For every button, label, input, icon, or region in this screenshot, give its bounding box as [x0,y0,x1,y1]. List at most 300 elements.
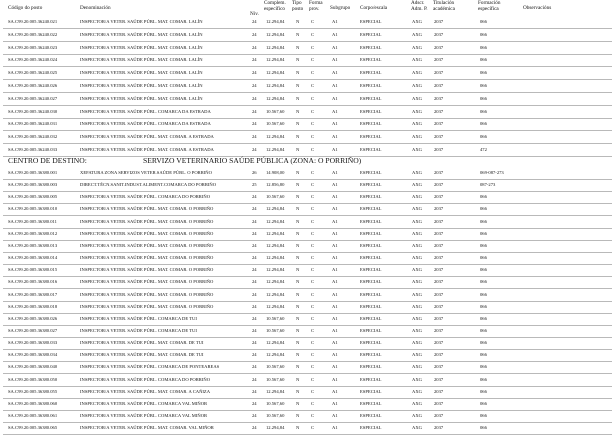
cell-adscricion: AXG [412,376,422,382]
cell-forma: C [311,194,315,200]
cell-titulacion: 2037 [434,364,444,370]
table-row [0,292,615,298]
cell-denominacion: INSPECTOR/A VETER. SAÚDE PÚBL. COMARCA DE TUI [80,315,197,321]
cell-corpo: ESPECIAL [360,44,382,50]
cell-forma: C [311,425,315,431]
cell-complemento: 12.294,84 [266,19,285,24]
cell-subgrupo: A1 [332,19,338,24]
cell-codigo: SA.C99.20.005.36240.026 [8,83,58,88]
cell-titulacion: 2037 [434,400,444,406]
cell-subgrupo: A1 [332,303,338,309]
cell-denominacion: INSPECTOR/A VETER. SAÚDE PÚBL. MAT. COMAR. LALÍN [80,95,203,101]
cell-denominacion: INSPECTOR/A VETER. SAÚDE PÚBL. COMARCA DA ESTRADA [80,121,211,127]
cell-subgrupo: A1 [332,206,338,212]
cell-complemento: 10.567,60 [266,121,285,127]
row-divider [3,276,612,277]
cell-forma: C [311,19,315,24]
centro-label: CENTRO DE DESTINO: [8,156,87,165]
cell-complemento: 12.294,84 [266,279,285,285]
cell-complemento: 12.294,84 [266,267,285,273]
cell-codigo: SA.C99.20.005.36380.040 [8,364,58,370]
cell-forma: C [311,31,315,37]
cell-tipo: N [296,121,300,127]
cell-corpo: ESPECIAL [360,327,382,333]
cell-formacion: 087-273 [480,182,496,188]
row-divider [3,240,612,241]
row-divider [3,301,612,302]
table-row [0,83,615,89]
cell-subgrupo: A1 [332,95,338,101]
cell-nivel: 24 [252,134,257,140]
cell-codigo: SA.C99.20.005.36240.023 [8,44,58,50]
cell-formacion: 066 [480,364,487,370]
cell-titulacion: 2037 [434,388,444,394]
cell-nivel: 24 [252,376,257,382]
cell-adscricion: AXG [412,134,422,140]
cell-complemento: 12.294,84 [266,44,285,50]
cell-tipo: N [296,291,300,297]
cell-subgrupo: A1 [332,170,338,175]
cell-titulacion: 2037 [434,218,444,224]
cell-codigo: SA.C99.20.005.36380.005 [8,194,58,200]
cell-codigo: SA.C99.20.005.36380.011 [8,218,57,224]
cell-tipo: N [296,108,300,114]
cell-corpo: ESPECIAL [360,230,382,236]
cell-complemento: 12.856,80 [266,182,285,188]
cell-nivel: 24 [252,95,257,101]
table-row [0,182,615,188]
cell-tipo: N [296,19,300,24]
cell-complemento: 12.294,84 [266,303,285,309]
cell-denominacion: INSPECTOR/A VETER. SAÚDE PÚBL. COMARCA VAL MIÑOR [80,413,208,418]
table-row [0,134,615,140]
cell-tipo: N [296,255,300,261]
cell-codigo: SA.C99.20.005.36240.030 [8,108,58,114]
cell-corpo: ESPECIAL [360,352,382,358]
cell-nivel: 24 [252,388,257,394]
cell-formacion: 066 [480,194,487,200]
cell-denominacion: XEFATURA ZONA SERVIZOS VETER.SAÚDE PÚBL. O PORRIÑO [80,170,212,175]
cell-adscricion: AXG [412,218,422,224]
cell-subgrupo: A1 [332,255,338,261]
cell-tipo: N [296,44,300,50]
cell-formacion: 066 [480,70,487,76]
cell-forma: C [311,327,315,333]
table-row [0,32,615,38]
cell-formacion: 066 [480,218,487,224]
cell-nivel: 24 [252,340,257,346]
cell-tipo: N [296,134,300,140]
cell-denominacion: INSPECTOR/A VETER. SAÚDE PÚBL. MAT. COMAR. O PORRIÑO [80,303,214,309]
cell-forma: C [311,352,315,358]
row-divider [3,28,612,29]
cell-forma: C [311,303,315,309]
cell-subgrupo: A1 [332,194,338,200]
cell-corpo: ESPECIAL [360,108,382,114]
cell-forma: C [311,364,315,370]
cell-forma: C [311,242,315,248]
cell-corpo: ESPECIAL [360,206,382,212]
table-row [0,413,615,419]
cell-corpo: ESPECIAL [360,83,382,88]
cell-formacion: 066 [480,95,487,101]
cell-codigo: SA.C99.20.005.36240.025 [8,70,58,76]
cell-codigo: SA.C99.20.005.36380.014 [8,255,58,261]
cell-complemento: 10.567,60 [266,400,285,406]
cell-complemento: 12.294,84 [266,95,285,101]
cell-adscricion: AXG [412,340,422,346]
table-row [0,328,615,334]
cell-formacion: 066 [480,267,487,273]
cell-adscricion: AXG [412,303,422,309]
cell-nivel: 24 [252,279,257,285]
cell-subgrupo: A1 [332,364,338,370]
cell-codigo: SA.C99.20.005.36380.034 [8,352,58,358]
cell-subgrupo: A1 [332,70,338,76]
col-header-titulacion [433,0,455,12]
row-divider [3,373,612,374]
cell-formacion: 066 [480,230,487,236]
cell-denominacion: INSPECTOR/A VETER. SAÚDE PÚBL. MAT. COMAR. O PORRIÑO [80,291,214,297]
cell-nivel: 24 [252,57,257,63]
cell-adscricion: AXG [412,70,422,76]
cell-subgrupo: A1 [332,182,338,188]
cell-nivel: 24 [252,352,257,358]
cell-denominacion: INSPECTOR/A VETER. SAÚDE PÚBL. MAT. COMAR. LALÍN [80,31,203,37]
cell-denominacion: INSPECTOR/A VETER. SAÚDE PÚBL. MAT. COMAR. O PORRIÑO [80,255,214,261]
row-divider [3,54,612,55]
cell-adscricion: AXG [412,44,422,50]
row-divider [3,410,612,411]
cell-denominacion: INSPECTOR/A VETER. SAÚDE PÚBL. MAT. COMAR. LALÍN [80,70,203,76]
table-row [0,316,615,322]
table-row [0,352,615,358]
cell-denominacion: INSPECTOR/A VETER. SAÚDE PÚBL. MAT. COMAR. LALÍN [80,83,203,88]
cell-codigo: SA.C99.20.005.36380.001 [8,170,58,175]
cell-subgrupo: A1 [332,327,338,333]
cell-subgrupo: A1 [332,425,338,431]
row-divider [3,325,612,326]
cell-formacion: 066 [480,31,487,37]
row-divider [3,422,612,423]
cell-formacion: 066 [480,291,487,297]
row-divider [3,228,612,229]
cell-forma: C [311,206,315,212]
cell-tipo: N [296,279,300,285]
cell-adscricion: AXG [412,413,422,418]
cell-corpo: ESPECIAL [360,70,382,76]
cell-subgrupo: A1 [332,242,338,248]
cell-forma: C [311,279,315,285]
cell-nivel: 24 [252,44,257,50]
cell-nivel: 24 [252,242,257,248]
cell-denominacion: INSPECTOR/A VETER. SAÚDE PÚBL. COMARCA VAL MIÑOR [80,400,208,406]
cell-complemento: 12.294,84 [266,206,285,212]
cell-corpo: ESPECIAL [360,376,382,382]
row-divider [3,66,612,67]
cell-codigo: SA.C99.20.005.36380.061 [8,413,58,418]
cell-subgrupo: A1 [332,134,338,140]
cell-complemento: 12.294,84 [266,134,285,140]
cell-nivel: 24 [252,121,257,127]
cell-titulacion: 2037 [434,327,444,333]
cell-subgrupo: A1 [332,57,338,63]
cell-adscricion: AXG [412,108,422,114]
cell-nivel: 24 [252,206,257,212]
cell-forma: C [311,315,315,321]
cell-corpo: ESPECIAL [360,364,382,370]
cell-complemento: 12.294,84 [266,291,285,297]
cell-codigo: SA.C99.20.005.36240.032 [8,134,58,140]
cell-titulacion: 2037 [434,57,444,63]
table-row [0,304,615,310]
cell-formacion: 066 [480,315,487,321]
cell-titulacion: 2037 [434,44,444,50]
cell-complemento: 12.294,84 [266,83,285,88]
cell-adscricion: AXG [412,400,422,406]
cell-titulacion: 2037 [434,147,444,152]
cell-codigo: SA.C99.20.005.36380.033 [8,340,58,346]
cell-forma: C [311,376,315,382]
cell-codigo: SA.C99.20.005.36380.065 [8,425,58,431]
cell-denominacion: INSPECTOR/A VETER. SAÚDE PÚBL. COMARCA DE TUI [80,327,197,333]
row-divider [3,130,612,131]
cell-tipo: N [296,364,300,370]
cell-codigo: SA.C99.20.005.36240.033 [8,147,58,152]
cell-adscricion: AXG [412,242,422,248]
cell-denominacion: INSPECTOR/A VETER. SAÚDE PÚBL. MAT. COMAR. O PORRIÑO [80,279,214,285]
cell-subgrupo: A1 [332,352,338,358]
cell-formacion: 066 [480,255,487,261]
table-row [0,279,615,285]
cell-codigo: SA.C99.20.005.36240.021 [8,19,58,24]
cell-tipo: N [296,413,300,418]
cell-codigo: SA.C99.20.005.36240.022 [8,31,58,37]
row-divider [3,434,612,435]
cell-titulacion: 2037 [434,413,444,418]
cell-subgrupo: A1 [332,340,338,346]
cell-corpo: ESPECIAL [360,242,382,248]
cell-formacion: 066 [480,44,487,50]
cell-titulacion: 2037 [434,352,444,358]
cell-tipo: N [296,315,300,321]
cell-formacion: 069-087-273 [480,170,504,175]
cell-nivel: 24 [252,31,257,37]
cell-denominacion: INSPECTOR/A VETER. SAÚDE PÚBL. COMARCA DO PORRIÑO [80,194,211,200]
cell-nivel: 24 [252,364,257,370]
cell-forma: C [311,70,315,76]
cell-subgrupo: A1 [332,31,338,37]
row-divider [3,252,612,253]
table-row [0,57,615,63]
cell-corpo: ESPECIAL [360,388,382,394]
cell-subgrupo: A1 [332,315,338,321]
cell-forma: C [311,255,315,261]
cell-formacion: 066 [480,400,487,406]
col-header-forma-l1: Forma [309,0,323,6]
cell-denominacion: INSPECTOR/A VETER. SAÚDE PÚBL. MAT. COMAR. LALÍN [80,19,203,24]
cell-codigo: SA.C99.20.005.36380.026 [8,315,58,321]
col-header-tipo-l1: Tipo [292,0,302,6]
cell-tipo: N [296,194,300,200]
row-divider [3,41,612,42]
col-header-titulacion-l2: académica [433,6,455,12]
cell-adscricion: AXG [412,206,422,212]
cell-nivel: 24 [252,327,257,333]
table-row [0,45,615,51]
col-header-formacion-l1: Formación [478,0,501,6]
cell-titulacion: 2037 [434,70,444,76]
cell-codigo: SA.C99.20.005.36380.003 [8,182,58,188]
cell-subgrupo: A1 [332,147,338,152]
cell-forma: C [311,108,315,114]
cell-corpo: ESPECIAL [360,218,382,224]
cell-complemento: 10.567,60 [266,413,285,418]
cell-adscricion: AXG [412,147,422,152]
cell-formacion: 066 [480,57,487,63]
cell-complemento: 14.908,00 [266,170,285,175]
cell-tipo: N [296,147,300,152]
row-divider [3,288,612,289]
cell-titulacion: 2037 [434,340,444,346]
cell-corpo: ESPECIAL [360,57,382,63]
cell-codigo: SA.C99.20.005.36380.055 [8,388,58,394]
cell-corpo: ESPECIAL [360,170,382,175]
cell-tipo: N [296,388,300,394]
cell-forma: C [311,267,315,273]
cell-forma: C [311,147,315,152]
centro-name: SERVIZO VETERINARIO SAÚDE PÚBLICA (ZONA: O PORRIÑO) [143,156,362,165]
cell-complemento: 10.567,60 [266,194,285,200]
cell-denominacion: INSPECTOR/A VETER. SAÚDE PÚBL. COMARCA DO PORRIÑO [80,376,211,382]
cell-titulacion: 2037 [434,121,444,127]
cell-codigo: SA.C99.20.005.36380.060 [8,400,58,406]
col-header-adscricion-l1: Adscr. [411,0,425,6]
cell-denominacion: INSPECTOR/A VETER. SAÚDE PÚBL. MAT. COMAR. VAL MIÑOR [80,425,214,431]
cell-complemento: 12.294,84 [266,352,285,358]
row-divider [3,313,612,314]
cell-tipo: N [296,400,300,406]
cell-adscricion: AXG [412,31,422,37]
cell-corpo: ESPECIAL [360,134,382,140]
cell-formacion: 066 [480,340,487,346]
cell-formacion: 066 [480,134,487,140]
cell-titulacion: 2037 [434,19,444,24]
cell-adscricion: AXG [412,279,422,285]
cell-subgrupo: A1 [332,279,338,285]
row-divider [3,349,612,350]
cell-corpo: ESPECIAL [360,194,382,200]
cell-titulacion: 2037 [434,291,444,297]
cell-nivel: 24 [252,19,257,24]
col-header-corpo: Corpo/escala [360,5,388,11]
cell-formacion: 066 [480,303,487,309]
cell-titulacion: 2037 [434,242,444,248]
cell-corpo: ESPECIAL [360,413,382,418]
cell-corpo: ESPECIAL [360,147,382,152]
table-row [0,194,615,200]
row-divider [3,191,612,192]
cell-subgrupo: A1 [332,108,338,114]
table-row [0,425,615,431]
cell-nivel: 24 [252,147,257,152]
col-header-tipo [292,0,303,12]
cell-adscricion: AXG [412,364,422,370]
cell-subgrupo: A1 [332,44,338,50]
cell-denominacion: INSPECTOR/A VETER. SAÚDE PÚBL. MAT. COMAR. A CAÑIZA [80,388,211,394]
cell-forma: C [311,400,315,406]
cell-adscricion: AXG [412,57,422,63]
cell-codigo: SA.C99.20.005.36380.018 [8,303,58,309]
cell-nivel: 24 [252,413,257,418]
cell-adscricion: AXG [412,315,422,321]
row-divider [3,79,612,80]
cell-formacion: 066 [480,376,487,382]
cell-tipo: N [296,57,300,63]
cell-corpo: ESPECIAL [360,31,382,37]
cell-formacion: 066 [480,19,487,24]
cell-tipo: N [296,303,300,309]
row-divider [3,264,612,265]
cell-formacion: 066 [480,327,487,333]
cell-forma: C [311,230,315,236]
cell-nivel: 25 [252,182,257,188]
table-row [0,231,615,237]
cell-adscricion: AXG [412,267,422,273]
cell-nivel: 24 [252,400,257,406]
col-header-forma [309,0,323,12]
table-row [0,147,615,153]
cell-titulacion: 2037 [434,170,444,175]
table-row [0,340,615,346]
cell-tipo: N [296,206,300,212]
table-row [0,96,615,102]
cell-forma: C [311,83,315,88]
cell-complemento: 10.567,60 [266,108,285,114]
table-row [0,401,615,407]
cell-denominacion: INSPECTOR/A VETER. SAÚDE PÚBL. MAT. COMAR. DE TUI [80,352,204,358]
cell-nivel: 24 [252,70,257,76]
cell-complemento: 12.294,84 [266,425,285,431]
cell-codigo: SA.C99.20.005.36240.024 [8,57,58,63]
cell-formacion: 066 [480,121,487,127]
cell-forma: C [311,340,315,346]
row-divider [3,203,612,204]
col-header-nivel: Niv. [250,11,259,17]
table-row [0,170,615,176]
cell-denominacion: INSPECTOR/A VETER. SAÚDE PÚBL. MAT. COMAR. O PORRIÑO [80,218,214,224]
cell-complemento: 12.294,84 [266,230,285,236]
row-divider [3,361,612,362]
cell-tipo: N [296,352,300,358]
cell-formacion: 066 [480,388,487,394]
cell-titulacion: 2037 [434,182,444,188]
cell-complemento: 12.294,84 [266,218,285,224]
table-row [0,19,615,25]
cell-subgrupo: A1 [332,413,338,418]
cell-nivel: 24 [252,83,257,88]
cell-codigo: SA.C99.20.005.36240.027 [8,95,58,101]
cell-tipo: N [296,267,300,273]
table-row [0,109,615,115]
cell-titulacion: 2037 [434,315,444,321]
cell-formacion: 066 [480,83,487,88]
cell-titulacion: 2037 [434,95,444,101]
cell-complemento: 10.567,60 [266,315,285,321]
cell-adscricion: AXG [412,95,422,101]
cell-denominacion: INSPECTOR/A VETER. SAÚDE PÚBL. COMARCA DA ESTRADA [80,108,211,114]
cell-tipo: N [296,376,300,382]
